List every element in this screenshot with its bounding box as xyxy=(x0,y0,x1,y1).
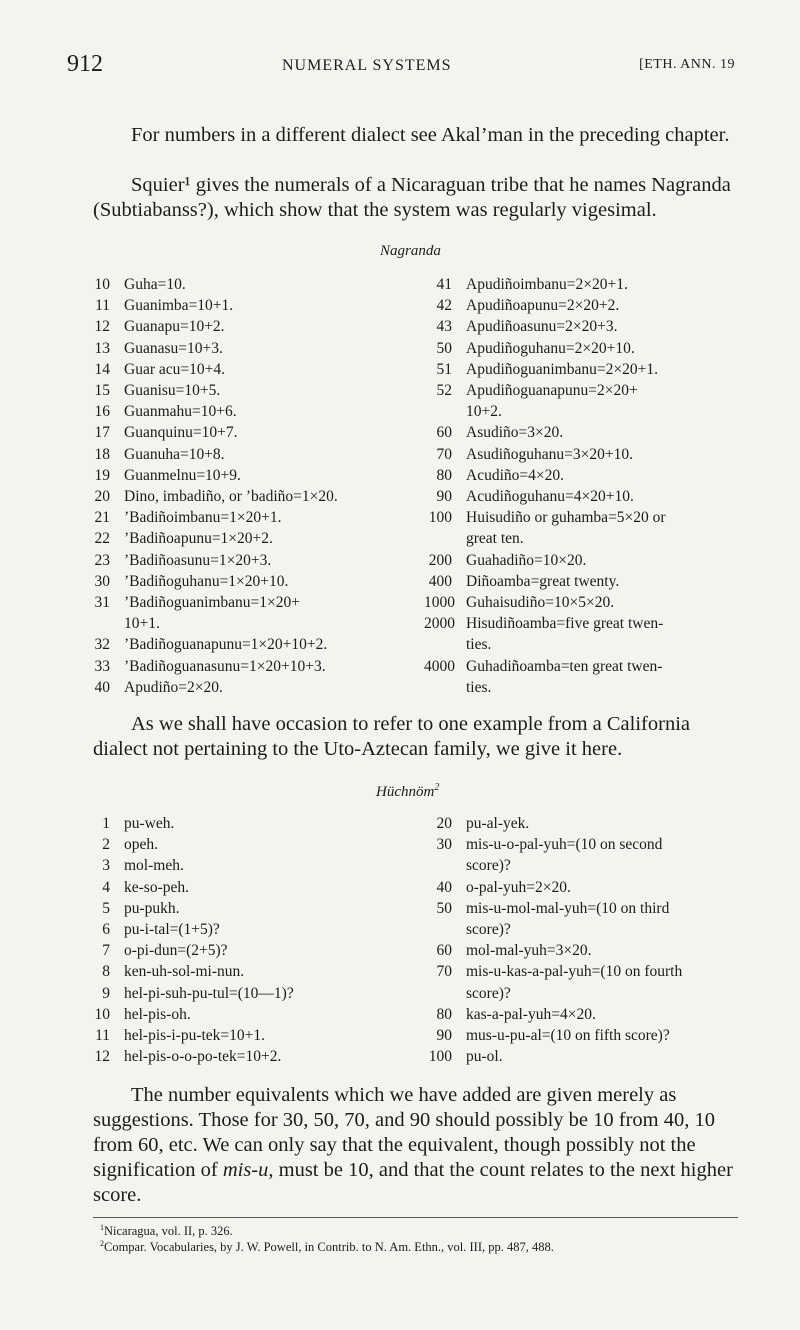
table-row xyxy=(424,316,666,337)
row-text: Apudiñoasunu=2×20+3. xyxy=(466,318,618,336)
row-text: Guha=10. xyxy=(124,276,186,293)
table-row xyxy=(82,613,338,634)
table-row xyxy=(82,919,294,940)
row-number: 5 xyxy=(102,899,110,917)
row-number: 30 xyxy=(436,836,452,854)
row-text: hel-pis-o-o-po-tek=10+2. xyxy=(124,1048,282,1066)
table-row xyxy=(424,919,682,940)
row-text: Guanapu=10+2. xyxy=(124,318,225,336)
table-row xyxy=(82,813,294,834)
row-text: Huisudiño or guhamba=5×20 or xyxy=(466,509,666,527)
footnote xyxy=(100,1223,233,1239)
table-row xyxy=(424,592,666,613)
row-number: 11 xyxy=(95,1027,110,1045)
row-number: 9 xyxy=(102,984,110,1002)
row-number: 2000 xyxy=(424,615,455,633)
row-number: 12 xyxy=(94,318,110,336)
table-row xyxy=(424,877,682,898)
row-number: 70 xyxy=(436,445,452,463)
row-text: Guanmelnu=10+9. xyxy=(124,466,241,484)
row-text: mol-meh. xyxy=(124,857,184,875)
row-number: 21 xyxy=(94,509,110,527)
table-row xyxy=(424,338,666,359)
row-number: 18 xyxy=(94,445,110,463)
footnote xyxy=(100,1239,554,1255)
table-row xyxy=(82,338,338,359)
table-row xyxy=(424,855,682,876)
row-text: mis-u-kas-a-pal-yuh=(10 on fourth xyxy=(466,963,683,981)
table-row xyxy=(424,656,666,677)
row-text: mis-u-mol-mal-yuh=(10 on third xyxy=(466,899,670,917)
table-row xyxy=(82,898,294,919)
table-row xyxy=(424,677,666,698)
table-row xyxy=(82,550,338,571)
table-row xyxy=(82,528,338,549)
italic-term: mis-u xyxy=(222,1159,269,1181)
row-text: ke-so-peh. xyxy=(124,878,189,896)
row-text: pu-pukh. xyxy=(124,899,180,917)
row-text: o-pi-dun=(2+5)? xyxy=(124,942,228,960)
row-number: 52 xyxy=(436,382,452,400)
row-number: 11 xyxy=(95,297,110,315)
row-text: Diñoamba=great twenty. xyxy=(466,572,620,590)
table-row xyxy=(82,486,338,507)
table-row xyxy=(82,634,338,655)
row-number: 90 xyxy=(436,488,452,506)
table-row xyxy=(424,613,666,634)
row-number: 14 xyxy=(94,360,110,378)
table-row xyxy=(424,507,666,528)
row-number: 10 xyxy=(94,276,110,293)
table-row xyxy=(424,444,666,465)
table-row xyxy=(424,983,682,1004)
row-number: 22 xyxy=(94,530,110,548)
row-number: 30 xyxy=(94,572,110,590)
row-text: Guanquinu=10+7. xyxy=(124,424,238,442)
table-row xyxy=(82,940,294,961)
row-number: 1 xyxy=(102,815,110,832)
row-text: hel-pis-oh. xyxy=(124,1005,191,1023)
row-number: 3 xyxy=(102,857,110,875)
table-row xyxy=(82,656,338,677)
row-text: ’Badiñoguanapunu=1×20+10+2. xyxy=(124,636,328,654)
table-row xyxy=(82,359,338,380)
row-number: 17 xyxy=(94,424,110,442)
row-text: mus-u-pu-al=(10 on fifth score)? xyxy=(466,1027,670,1045)
table-row xyxy=(82,961,294,982)
row-text: pu-al-yek. xyxy=(466,815,530,832)
row-text: Hisudiñoamba=five great twen- xyxy=(466,615,664,633)
table-row xyxy=(82,295,338,316)
table-row xyxy=(82,444,338,465)
row-number: 20 xyxy=(94,488,110,506)
row-text: Asudiñoguhanu=3×20+10. xyxy=(466,445,634,463)
page-header xyxy=(67,51,735,81)
table-row xyxy=(82,571,338,592)
row-continuation: 10+2. xyxy=(466,403,502,421)
footnote-mark: 1 xyxy=(100,1222,104,1232)
row-number: 4000 xyxy=(424,657,455,675)
row-number: 41 xyxy=(436,276,452,293)
row-number: 13 xyxy=(94,339,110,357)
table1-right-column xyxy=(424,274,666,698)
table-row xyxy=(424,422,666,443)
row-continuation: score)? xyxy=(466,857,511,875)
footnote-text: Compar. Vocabularies, by J. W. Powell, in Contrib. to N. Am. Ethn., vol. III, pp. 487, 488. xyxy=(104,1240,554,1254)
row-number: 80 xyxy=(436,466,452,484)
row-number: 43 xyxy=(436,318,452,336)
table-row xyxy=(424,401,666,422)
row-number: 70 xyxy=(436,963,452,981)
row-text: ’Badiñoapunu=1×20+2. xyxy=(124,530,273,548)
running-reference: [ETH. ANN. 19 xyxy=(639,57,735,72)
table-row xyxy=(82,465,338,486)
table-row xyxy=(424,834,682,855)
row-continuation: score)? xyxy=(466,921,511,939)
row-text: opeh. xyxy=(124,836,159,854)
table-row xyxy=(82,1004,294,1025)
row-continuation: 10+1. xyxy=(124,615,160,633)
row-number: 60 xyxy=(436,942,452,960)
row-number: 40 xyxy=(94,678,110,696)
intro-paragraph-2: Squier¹ gives the numerals of a Nicaraguan tribe that he names Nagranda (Subtiabanss?), which show that the system was regularly vigesimal. xyxy=(93,174,731,221)
row-text: ken-uh-sol-mi-nun. xyxy=(124,963,245,981)
table-row xyxy=(424,465,666,486)
row-number: 100 xyxy=(428,509,452,527)
row-continuation: great ten. xyxy=(466,530,524,548)
row-number: 32 xyxy=(94,636,110,654)
table1-caption: Nagranda xyxy=(380,243,441,259)
closing-paragraph xyxy=(93,1083,738,1208)
row-text: Guhaisudiño=10×5×20. xyxy=(466,594,615,612)
row-number: 80 xyxy=(436,1005,452,1023)
row-text: Apudiño=2×20. xyxy=(124,678,223,696)
row-text: pu-ol. xyxy=(466,1048,503,1066)
table-row xyxy=(82,316,338,337)
row-number: 2 xyxy=(102,836,110,854)
row-text: Acudiñoguhanu=4×20+10. xyxy=(466,488,634,506)
row-text: Apudiñoimbanu=2×20+1. xyxy=(466,276,628,293)
table-row xyxy=(82,834,294,855)
page-number: 912 xyxy=(67,51,103,77)
table-row xyxy=(424,1025,682,1046)
row-number: 51 xyxy=(436,360,452,378)
table-row xyxy=(424,1004,682,1025)
table1-left-column xyxy=(82,274,338,698)
table-row xyxy=(82,1046,294,1067)
row-number: 20 xyxy=(436,815,452,832)
row-number: 19 xyxy=(94,466,110,484)
footnote-rule xyxy=(93,1217,738,1218)
row-text: mol-mal-yuh=3×20. xyxy=(466,942,592,960)
row-number: 40 xyxy=(436,878,452,896)
row-number: 15 xyxy=(94,382,110,400)
row-number: 7 xyxy=(102,942,110,960)
row-text: kas-a-pal-yuh=4×20. xyxy=(466,1005,596,1023)
row-number: 33 xyxy=(94,657,110,675)
table-row xyxy=(82,401,338,422)
table2-right-column xyxy=(424,813,682,1067)
table2-caption-text: Hüchnöm xyxy=(376,784,435,800)
row-text: ’Badiñoguanasunu=1×20+10+3. xyxy=(124,657,326,675)
row-text: ’Badiñoguanimbanu=1×20+ xyxy=(124,594,301,612)
row-text: ’Badiñoasunu=1×20+3. xyxy=(124,551,272,569)
table-row xyxy=(424,813,682,834)
row-text: Apudiñoguanimbanu=2×20+1. xyxy=(466,360,658,378)
table-row xyxy=(82,855,294,876)
footnote-text: Nicaragua, vol. II, p. 326. xyxy=(104,1224,233,1238)
row-number: 31 xyxy=(94,594,110,612)
row-text: Apudiñoguhanu=2×20+10. xyxy=(466,339,635,357)
row-number: 12 xyxy=(94,1048,110,1066)
row-continuation: ties. xyxy=(466,678,492,696)
row-text: hel-pis-i-pu-tek=10+1. xyxy=(124,1027,266,1045)
row-text: Guanasu=10+3. xyxy=(124,339,223,357)
closing-text: The number equivalents which we have added are given merely as suggestions. Those for 30, 50, 70, and 90 should possibly be 10 from 40, 10 from 60, etc. We can only say that the equivalent, though possibly not the signification of mis-u, must be 10, and that the count relates to the next higher score. xyxy=(93,1084,733,1206)
table-row xyxy=(424,1046,682,1067)
table-row xyxy=(424,380,666,401)
table-row xyxy=(82,983,294,1004)
row-text: Guanmahu=10+6. xyxy=(124,403,237,421)
row-number: 4 xyxy=(102,878,110,896)
row-text: pu-i-tal=(1+5)? xyxy=(124,921,220,939)
row-text: Guanuha=10+8. xyxy=(124,445,225,463)
table-row xyxy=(424,528,666,549)
row-number: 200 xyxy=(428,551,452,569)
row-text: Dino, imbadiño, or ’badiño=1×20. xyxy=(124,488,338,506)
row-text: Asudiño=3×20. xyxy=(466,424,564,442)
table-row xyxy=(82,592,338,613)
row-number: 8 xyxy=(102,963,110,981)
table-row xyxy=(424,898,682,919)
row-text: ’Badiñoguhanu=1×20+10. xyxy=(124,572,289,590)
intro-paragraph-1: For numbers in a different dialect see Akal’man in the preceding chapter. xyxy=(131,124,730,146)
row-text: hel-pi-suh-pu-tul=(10—1)? xyxy=(124,984,294,1002)
row-number: 6 xyxy=(102,921,110,939)
table-row xyxy=(82,274,338,295)
row-text: ’Badiñoimbanu=1×20+1. xyxy=(124,509,282,527)
row-text: pu-weh. xyxy=(124,815,175,832)
middle-paragraph: As we shall have occasion to refer to one example from a California dialect not pertaining to the Uto-Aztecan family, we give it here. xyxy=(93,713,690,760)
row-number: 42 xyxy=(436,297,452,315)
row-text: o-pal-yuh=2×20. xyxy=(466,878,571,896)
row-number: 16 xyxy=(94,403,110,421)
table-row xyxy=(82,422,338,443)
row-text: Guahadiño=10×20. xyxy=(466,551,587,569)
running-title: NUMERAL SYSTEMS xyxy=(282,57,452,74)
table-row xyxy=(424,274,666,295)
table-row xyxy=(424,359,666,380)
table-row xyxy=(424,634,666,655)
row-number: 10 xyxy=(94,1005,110,1023)
table-row xyxy=(424,550,666,571)
row-number: 90 xyxy=(436,1027,452,1045)
table-row xyxy=(82,1025,294,1046)
footnote-mark: 2 xyxy=(434,782,440,793)
table-row xyxy=(82,507,338,528)
footnote-mark: 2 xyxy=(100,1238,104,1248)
table-row xyxy=(424,961,682,982)
table2-caption xyxy=(376,784,439,801)
row-text: Apudiñoguanapunu=2×20+ xyxy=(466,382,638,400)
table-row xyxy=(82,380,338,401)
row-continuation: ties. xyxy=(466,636,492,654)
row-number: 1000 xyxy=(424,594,455,612)
table2-left-column xyxy=(82,813,294,1067)
table-row xyxy=(424,571,666,592)
row-number: 50 xyxy=(436,899,452,917)
row-number: 400 xyxy=(428,572,452,590)
table-row xyxy=(424,295,666,316)
row-text: mis-u-o-pal-yuh=(10 on second xyxy=(466,836,663,854)
table-row xyxy=(82,677,338,698)
table-row xyxy=(424,940,682,961)
row-continuation: score)? xyxy=(466,984,511,1002)
row-text: Acudiño=4×20. xyxy=(466,466,564,484)
table-row xyxy=(424,486,666,507)
row-text: Guanisu=10+5. xyxy=(124,382,221,400)
row-number: 60 xyxy=(436,424,452,442)
row-number: 50 xyxy=(436,339,452,357)
row-text: Guar acu=10+4. xyxy=(124,360,225,378)
row-text: Guanimba=10+1. xyxy=(124,297,234,315)
row-number: 100 xyxy=(428,1048,452,1066)
row-text: Apudiñoapunu=2×20+2. xyxy=(466,297,620,315)
row-number: 23 xyxy=(94,551,110,569)
table-row xyxy=(82,877,294,898)
row-text: Guhadiñoamba=ten great twen- xyxy=(466,657,663,675)
